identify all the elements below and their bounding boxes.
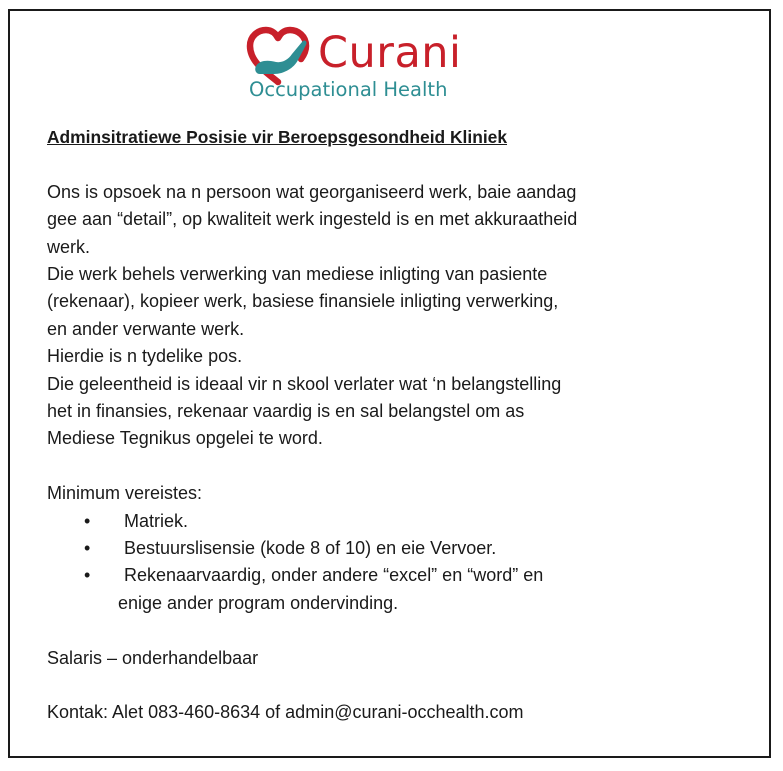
intro-line: (rekenaar), kopieer werk, basiese finansiele inligting verwerking, [47, 291, 559, 312]
document-body [47, 124, 747, 727]
intro-line: en ander verwante werk. [47, 318, 245, 339]
intro-line: gee aan “detail”, op kwaliteit werk ingesteld is en met akkuraatheid [47, 209, 578, 230]
salary-text: Salaris – onderhandelbaar [47, 647, 259, 668]
spacer [47, 453, 747, 480]
bullet-icon: • [84, 510, 91, 531]
logo-name: Curani [318, 28, 462, 78]
intro-line: werk. [47, 236, 91, 257]
intro-line: Ons is opsoek na n persoon wat georganiseerd werk, baie aandag [47, 181, 577, 202]
list-item [47, 562, 747, 617]
logo-tagline: Occupational Health [249, 78, 448, 101]
list-item [47, 508, 747, 535]
contact-text: Kontak: Alet 083-460-8634 of admin@curani-occhealth.com [47, 702, 524, 723]
intro-line: Die werk behels verwerking van mediese inligting van pasiente [47, 264, 548, 285]
list-item-text: Bestuurslisensie (kode 8 of 10) en eie Vervoer. [124, 538, 497, 559]
intro-line: Hierdie is n tydelike pos. [47, 346, 243, 367]
intro-line: Die geleentheid is ideaal vir n skool verlater wat ‘n belangstelling [47, 373, 562, 394]
requirements-heading: Minimum vereistes: [47, 483, 203, 504]
spacer [47, 672, 747, 699]
list-item-text: Matriek. [124, 510, 189, 531]
bullet-icon: • [84, 565, 91, 586]
list-item [47, 535, 747, 562]
requirements-list [47, 508, 747, 618]
intro-line: Mediese Tegnikus opgelei te word. [47, 428, 323, 449]
spacer [47, 617, 747, 644]
curani-logo [246, 26, 486, 104]
bullet-icon: • [84, 538, 91, 559]
intro-paragraph [47, 179, 747, 453]
list-item-text: Rekenaarvaardig, onder andere “excel” en “word” en [124, 565, 544, 586]
list-item-text-continued: enige ander program ondervinding. [118, 592, 399, 613]
intro-line: het in finansies, rekenaar vaardig is en sal belangstel om as [47, 401, 525, 422]
page-title: Adminsitratiewe Posisie vir Beroepsgesondheid Kliniek [47, 127, 508, 147]
